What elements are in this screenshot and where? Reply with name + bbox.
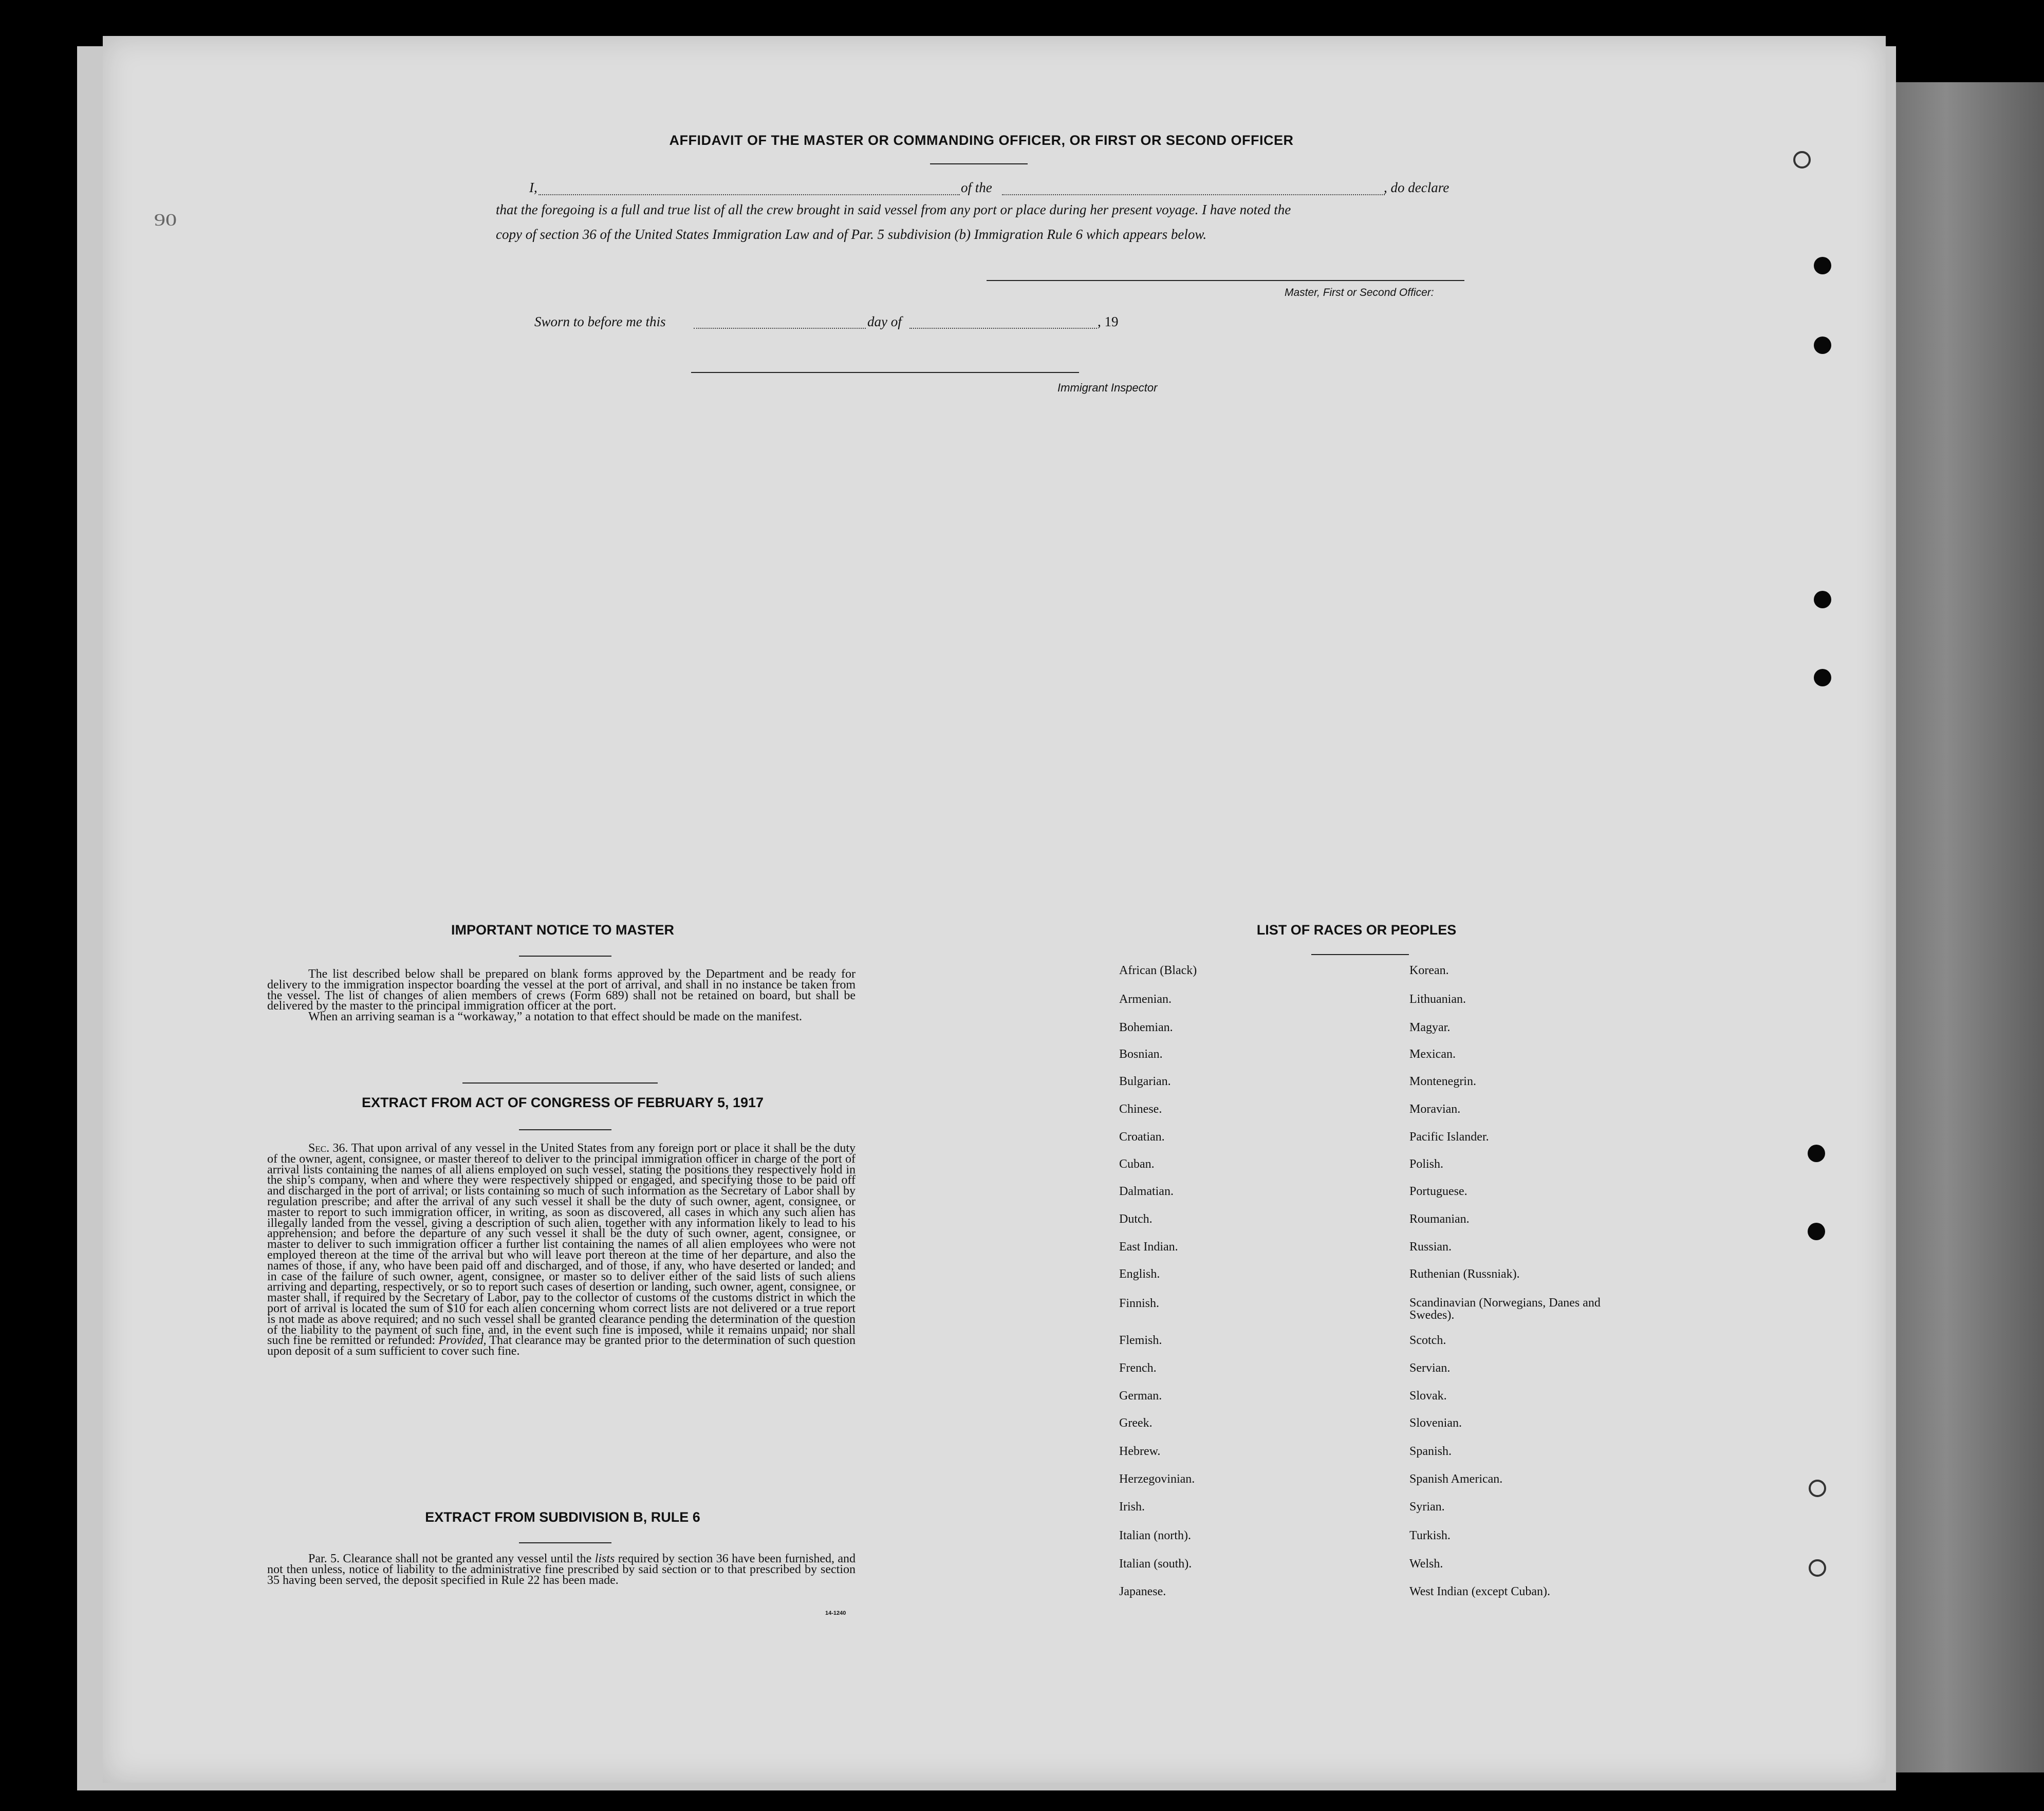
race-item: Turkish. — [1409, 1529, 1451, 1542]
race-item: African (Black) — [1119, 964, 1197, 977]
notice-paragraph-1: The list described below shall be prepared on blank forms approved by the Department and be ready for delivery to the immigration inspector boarding the vessel at the port of arrival, and shall in no instance be taken from the vessel. The list of changes of alien members of crews (Form 689) shall not be retained on board, but shall be delivered by the master to the principal immigration officer at the port. — [267, 967, 856, 1013]
race-item: Moravian. — [1409, 1103, 1461, 1116]
race-item: Scotch. — [1409, 1334, 1446, 1347]
race-item: Irish. — [1119, 1500, 1145, 1514]
race-item: Chinese. — [1119, 1103, 1162, 1116]
background-sheet — [1881, 82, 2044, 1772]
race-item: Japanese. — [1119, 1585, 1166, 1598]
race-item: Hebrew. — [1119, 1445, 1161, 1458]
of-the-label: of the — [961, 180, 992, 195]
races-title-rule — [1311, 954, 1409, 955]
race-item: Welsh. — [1409, 1557, 1443, 1571]
officer-signature-line[interactable] — [987, 280, 1464, 281]
sworn-year-label: , 19 — [1098, 314, 1119, 329]
sworn-day-field[interactable] — [694, 328, 866, 329]
race-item: Portuguese. — [1409, 1185, 1467, 1198]
notice-body — [267, 969, 856, 1022]
rule-paragraph — [267, 1554, 856, 1585]
affidavit-line-2: that the foregoing is a full and true list of all the crew brought in said vessel from any port or place during her present voyage. I have noted the — [496, 202, 1291, 217]
race-item: Dutch. — [1119, 1212, 1153, 1226]
race-item: East Indian. — [1119, 1240, 1178, 1254]
race-item: Cuban. — [1119, 1157, 1155, 1171]
race-item: Polish. — [1409, 1157, 1444, 1171]
binder-hole — [1809, 1480, 1826, 1497]
binder-hole — [1814, 669, 1831, 686]
binder-hole — [1814, 337, 1831, 354]
race-item: Italian (north). — [1119, 1529, 1191, 1542]
race-item: Lithuanian. — [1409, 993, 1466, 1006]
race-item: Croatian. — [1119, 1130, 1165, 1144]
binder-hole — [1808, 1145, 1825, 1162]
affidavit-line-3: copy of section 36 of the United States Immigration Law and of Par. 5 subdivision (b) Immigration Rule 6 which appears below. — [496, 227, 1207, 242]
rule-text-a: Par. 5. Clearance shall not be granted any vessel until the — [308, 1552, 592, 1565]
act-section-36 — [267, 1143, 856, 1357]
race-item: Spanish American. — [1409, 1472, 1503, 1486]
rule-title: EXTRACT FROM SUBDIVISION B, RULE 6 — [425, 1509, 700, 1525]
race-item: Korean. — [1409, 964, 1449, 977]
inspector-signature-line[interactable] — [691, 372, 1079, 373]
officer-signature-label: Master, First or Second Officer: — [1285, 287, 1434, 298]
form-number: 14-1240 — [825, 1610, 846, 1616]
race-item: German. — [1119, 1389, 1162, 1403]
binder-hole — [1814, 257, 1831, 274]
sworn-month-field[interactable] — [909, 328, 1097, 329]
act-top-rule — [462, 1082, 658, 1084]
race-item: Magyar. — [1409, 1021, 1451, 1034]
margin-number: 90 — [154, 211, 177, 230]
race-item: Russian. — [1409, 1240, 1452, 1254]
binder-hole — [1793, 151, 1811, 169]
notice-paragraph-2: When an arriving seaman is a “workaway,” a notation to that effect should be made on the manifest. — [308, 1010, 802, 1024]
race-item: Syrian. — [1409, 1500, 1445, 1514]
binder-hole — [1809, 1559, 1826, 1577]
notice-title-rule — [519, 956, 611, 957]
race-item: Montenegrin. — [1409, 1075, 1476, 1088]
act-title: EXTRACT FROM ACT OF CONGRESS OF FEBRUARY 5, 1917 — [361, 1095, 764, 1110]
sworn-day-of-label: day of — [867, 314, 902, 329]
race-item: Spanish. — [1409, 1445, 1452, 1458]
race-item: Italian (south). — [1119, 1557, 1192, 1571]
race-item: Bulgarian. — [1119, 1075, 1171, 1088]
section-36-text: That upon arrival of any vessel in the United States from any foreign port or place it shall be the duty of the owner, agent, consignee, or master thereof to deliver to the principal immigration officer in charge of the port of arrival lists containing the names of all aliens employed on such vessel, stating the positions they respectively hold in the ship’s company, when and where they were respectively shipped or engaged, and specifying those to be paid off and discharged in the port of arrival; or lists containing so much of such information as the Secretary of Labor shall by regulation prescribe; and after the arrival of any such vessel it shall be the duty of such owner, agent, consignee, or master to report to such immigration officer, in writing, as soon as discovered, all cases in which any such alien has illegally landed from the vessel, giving a description of such alien, together with any information likely to lead to his apprehension; and before the departure of any such vessel it shall be the duty of such owner, agent, consignee, or master to deliver to such immigration officer a further list containing the names of all alien employees who were not employed thereon at the time of the arrival but who will leave port thereon at the time of her departure, and also the names of those, if any, who have been paid off and discharged, and of those, if any, who have deserted or landed; and in case of the failure of such owner, agent, consignee, or master so to deliver either of the said lists of such aliens arriving and departing, respectively, or so to report such cases of desertion or landing, such owner, agent, consignee, or master shall, if required by the Secretary of Labor, pay to the collector of customs of the customs district in which the port of arrival is located the sum of $10 for each alien concerning whom correct lists are not delivered or a true report is not made as above required; and no such vessel shall be granted clearance pending the determination of the question of the liability to the payment of such fine, and, in the event such fine is imposed, while it remains unpaid; nor shall such fine be remitted or refunded: — [267, 1142, 856, 1348]
rule-text-b: required by section 36 have been furnished, and not then unless, notice of liability to the administrative fine prescribed by said section or to that prescribed by section 35 having been served, the deposit specified in Rule 22 has been made. — [267, 1552, 856, 1587]
declare-label: , do declare — [1384, 180, 1450, 195]
race-item: French. — [1119, 1361, 1157, 1375]
section-36-text-end: That clearance may be granted prior to the determination of such question upon deposit of a sum sufficient to cover such fine. — [267, 1334, 856, 1358]
race-item: Armenian. — [1119, 993, 1172, 1006]
affidavit-title: AFFIDAVIT OF THE MASTER OR COMMANDING OFFICER, OR FIRST OR SECOND OFFICER — [669, 133, 1294, 148]
race-item: Servian. — [1409, 1361, 1451, 1375]
sworn-prefix: Sworn to before me this — [534, 314, 666, 329]
vessel-name-field[interactable] — [1002, 194, 1385, 195]
declarant-name-field[interactable] — [538, 194, 960, 195]
race-item: Pacific Islander. — [1409, 1130, 1489, 1144]
provided-word: Provided, — [438, 1334, 487, 1348]
notice-title: IMPORTANT NOTICE TO MASTER — [451, 922, 674, 938]
act-title-rule — [519, 1129, 611, 1130]
race-item: West Indian (except Cuban). — [1409, 1585, 1550, 1598]
title-rule — [930, 163, 1028, 164]
race-item: English. — [1119, 1267, 1160, 1281]
binder-hole — [1808, 1223, 1825, 1240]
race-item: Slovenian. — [1409, 1416, 1462, 1430]
race-item: Flemish. — [1119, 1334, 1162, 1347]
rule-title-rule — [519, 1542, 611, 1543]
race-item: Ruthenian (Russniak). — [1409, 1267, 1520, 1281]
race-item: Scandinavian (Norwegians, Danes and Swedes). — [1409, 1296, 1601, 1322]
race-item: Herzegovinian. — [1119, 1472, 1195, 1486]
race-item: Finnish. — [1119, 1297, 1160, 1310]
section-label: Sec. 36. — [308, 1142, 348, 1155]
race-item: Slovak. — [1409, 1389, 1447, 1403]
race-item: Mexican. — [1409, 1048, 1456, 1061]
lists-word: lists — [594, 1552, 615, 1565]
binder-hole — [1814, 591, 1831, 608]
declarant-prefix: I, — [529, 180, 537, 195]
race-item: Bohemian. — [1119, 1021, 1173, 1034]
race-item: Greek. — [1119, 1416, 1153, 1430]
race-item: Bosnian. — [1119, 1048, 1163, 1061]
races-title: LIST OF RACES OR PEOPLES — [1256, 922, 1457, 938]
race-item: Roumanian. — [1409, 1212, 1470, 1226]
race-item: Dalmatian. — [1119, 1185, 1174, 1198]
inspector-label: Immigrant Inspector — [1057, 381, 1158, 394]
